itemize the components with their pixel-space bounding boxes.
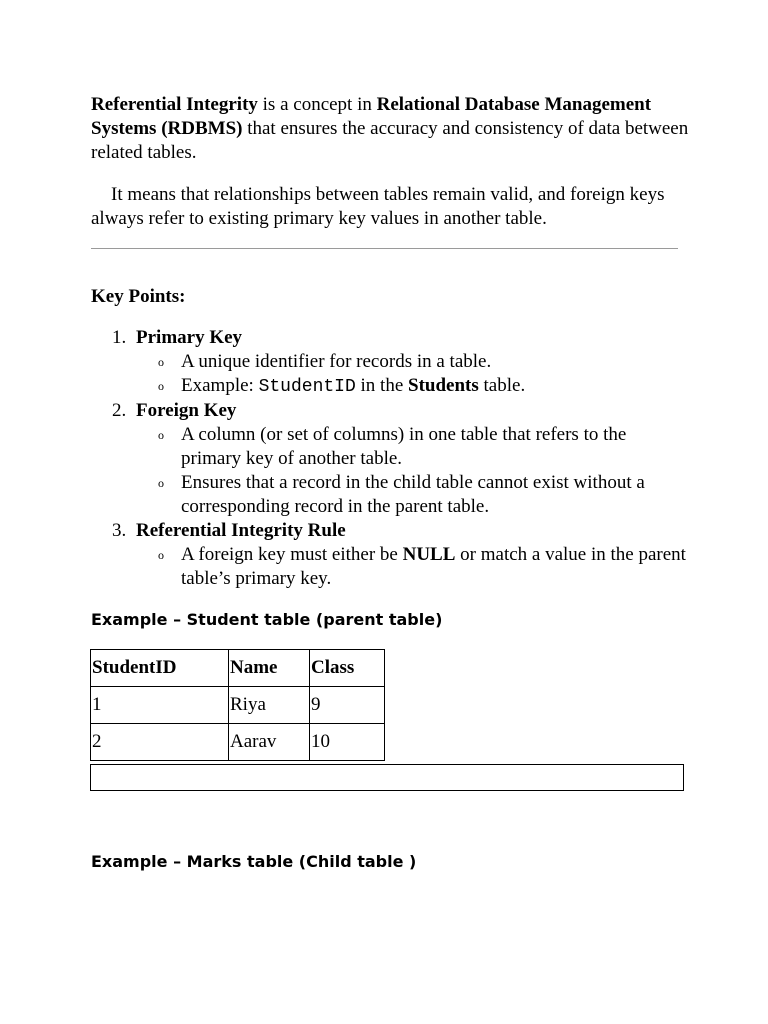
- table-cell: Aarav: [229, 724, 310, 761]
- list-item-title: Primary Key: [136, 327, 243, 348]
- term-referential-integrity: Referential Integrity: [91, 94, 258, 115]
- bullet-icon: o: [158, 428, 164, 442]
- student-table: [90, 649, 385, 761]
- list-item-title: Referential Integrity Rule: [136, 520, 346, 541]
- intro-text-2: that ensures the accuracy and consistency of data between related tables.: [91, 118, 689, 163]
- term-null: NULL: [402, 544, 456, 565]
- sub-item-text: or match a value in the parent table’s primary key.: [181, 544, 686, 589]
- example-student-caption: Example – Student table (parent table): [91, 610, 443, 629]
- term-students: Students: [408, 375, 479, 396]
- sub-item-text: Example:: [181, 375, 259, 396]
- empty-box: [90, 764, 684, 791]
- table-row: [91, 687, 385, 724]
- table-cell: 9: [310, 687, 385, 724]
- meaning-paragraph: It means that relationships between tables remain valid, and foreign keys always refer to existing primary key values in another table.: [91, 184, 665, 229]
- sub-item-text: in the: [355, 375, 409, 396]
- list-number: 1.: [112, 327, 127, 348]
- sub-item-text: A foreign key must either be: [181, 544, 403, 565]
- list-number: 2.: [112, 400, 127, 421]
- table-cell: 10: [310, 724, 385, 761]
- code-studentid: StudentID: [258, 377, 356, 397]
- table-cell: 1: [91, 687, 229, 724]
- sub-item: [158, 350, 691, 374]
- table-cell: Riya: [229, 687, 310, 724]
- key-points-list: [91, 326, 691, 591]
- column-header: Name: [229, 650, 310, 687]
- term-rdbms: Relational Database Management Systems (RDBMS): [91, 94, 652, 139]
- sub-item: [158, 423, 691, 471]
- table-row: [91, 724, 385, 761]
- sub-item: [158, 374, 691, 399]
- list-item-foreign-key: [91, 399, 691, 519]
- sub-item-text: Ensures that a record in the child table cannot exist without a corresponding record in the parent table.: [181, 472, 645, 517]
- table-cell: 2: [91, 724, 229, 761]
- sub-item: [158, 543, 691, 591]
- bullet-icon: o: [158, 379, 164, 393]
- sub-item: [158, 471, 691, 519]
- list-item-primary-key: [91, 326, 691, 399]
- intro-paragraph: [91, 93, 691, 165]
- sub-item-text: A unique identifier for records in a table.: [181, 351, 492, 372]
- sub-item-text: A column (or set of columns) in one table that refers to the primary key of another table.: [181, 424, 627, 469]
- example-marks-caption: Example – Marks table (Child table ): [91, 852, 417, 871]
- list-item-title: Foreign Key: [136, 400, 237, 421]
- table-header-row: [91, 650, 385, 687]
- intro-text-1: is a concept in: [257, 94, 377, 115]
- sub-item-text: table.: [478, 375, 526, 396]
- key-points-heading: Key Points:: [91, 286, 186, 307]
- bullet-icon: o: [158, 548, 164, 562]
- bullet-icon: o: [158, 355, 164, 369]
- column-header: Class: [310, 650, 385, 687]
- horizontal-rule: [91, 248, 678, 249]
- list-item-referential-integrity-rule: [91, 519, 691, 591]
- column-header: StudentID: [91, 650, 229, 687]
- bullet-icon: o: [158, 476, 164, 490]
- list-number: 3.: [112, 520, 127, 541]
